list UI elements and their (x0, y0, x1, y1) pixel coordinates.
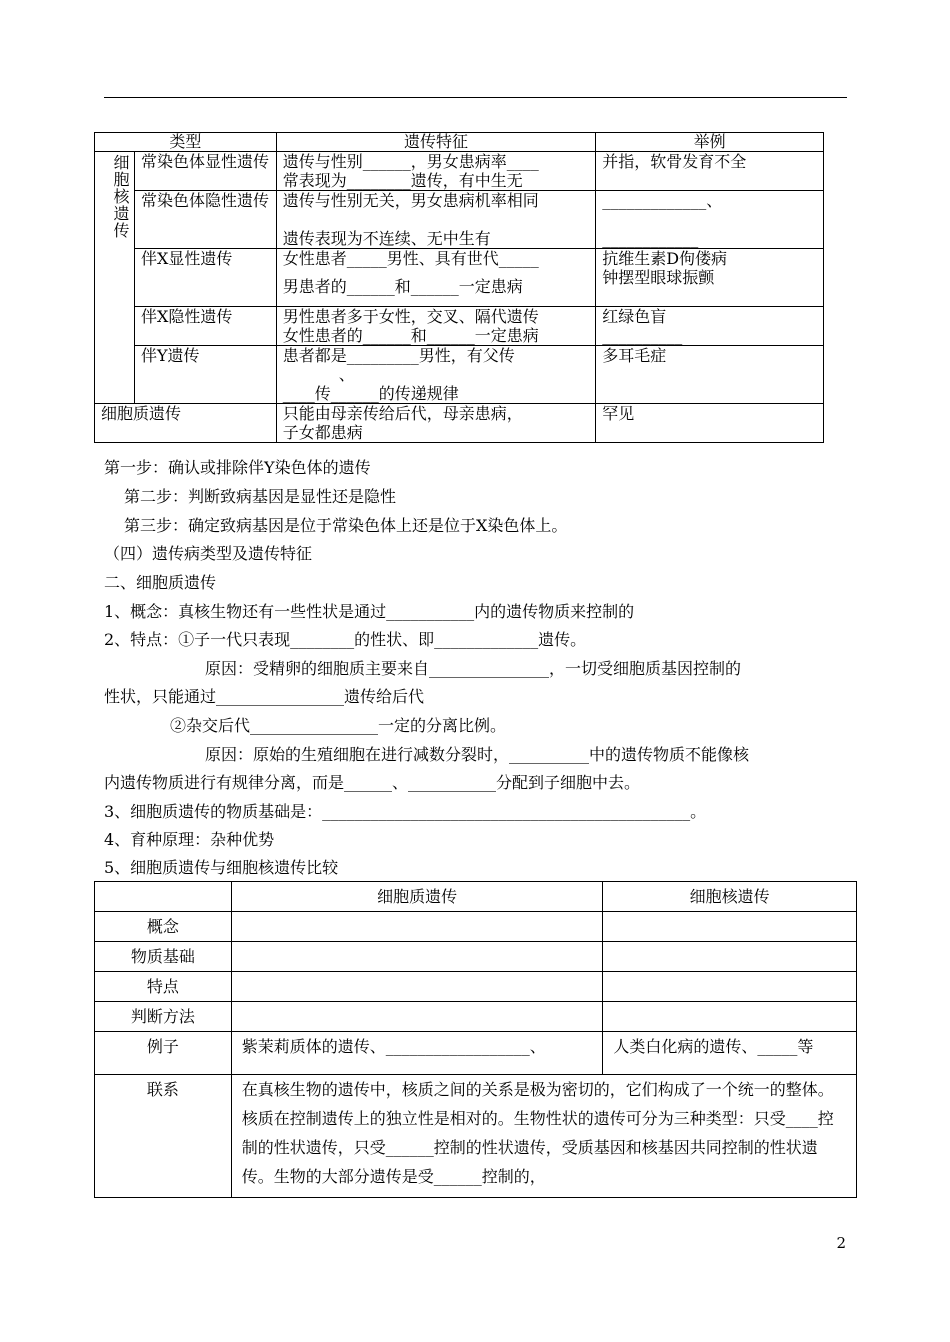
feature-cell: 患者都是_________男性，有父传 、 ____传______的传递规律 (276, 346, 595, 404)
example-cell: 红绿色盲 __________ (596, 307, 824, 346)
table-row (95, 152, 824, 191)
header-nuclear: 细胞核遗传 (603, 882, 857, 912)
table-row (95, 1002, 857, 1032)
type-cell: 伴Y遗传 (134, 346, 276, 404)
text-line: 3、细胞质遗传的物质基础是：______________________________________________。 (104, 802, 707, 821)
header-type: 类型 (95, 133, 277, 152)
row-label: 物质基础 (95, 942, 232, 972)
heredity-type-table (94, 132, 824, 443)
example-cell: 罕见 (596, 404, 824, 443)
feature-cell: 只能由母亲传给后代，母亲患病， 子女都患病 (276, 404, 595, 443)
example-cell: _____________、 ____________ (596, 191, 824, 249)
header-example: 举例 (596, 133, 824, 152)
example-cell: 多耳毛症 (596, 346, 824, 404)
text-line: 第一步：确认或排除伴Y染色体的遗传 (104, 458, 371, 477)
example-cell: 并指，软骨发育不全 (596, 152, 824, 191)
header-feature: 遗传特征 (276, 133, 595, 152)
table-row (95, 912, 857, 942)
table-row (95, 942, 857, 972)
page-number: 2 (836, 1234, 846, 1252)
feature-cell: 遗传与性别无关，男女患病机率相同 遗传表现为不连续、无中生有 (276, 191, 595, 249)
row-label: 例子 (95, 1032, 232, 1075)
feature-cell: 遗传与性别______，男女患病率____ 常表现为________遗传，有中生无 (276, 152, 595, 191)
text-line: （四）遗传病类型及遗传特征 (104, 544, 313, 563)
comparison-table (94, 881, 857, 1198)
type-cell: 常染色体显性遗传 (134, 152, 276, 191)
example-cell: 抗维生素D佝偻病 钟摆型眼球振颤 (596, 249, 824, 307)
relation-text: 在真核生物的遗传中，核质之间的关系是极为密切的，它们构成了一个统一的整体。核质在控制遗传上的独立性是相对的。生物性状的遗传可分为三种类型：只受____控制的性状遗传，只受______控制的性状遗传，受质基因和核基因共同控制的性状遗传。生物的大部分遗传是受______控制的， (231, 1075, 856, 1198)
text-line: 性状，只能通过________________遗传给后代 (104, 687, 425, 706)
text-line: 5、细胞质遗传与细胞核遗传比较 (104, 858, 339, 877)
text-line: 原因：受精卵的细胞质主要来自_______________，一切受细胞质基因控制的 (205, 659, 742, 678)
text-line: 1、概念：真核生物还有一些性状是通过___________内的遗传物质来控制的 (104, 602, 635, 621)
table-header-row (95, 133, 824, 152)
table-row (95, 972, 857, 1002)
feature-cell: 男性患者多于女性，交叉、隔代遗传 女性患者的______和______一定患病 (276, 307, 595, 346)
type-cell: 细胞质遗传 (95, 404, 277, 443)
text-line: 原因：原始的生殖细胞在进行减数分裂时，__________中的遗传物质不能像核 (205, 745, 750, 764)
table-row (95, 1075, 857, 1198)
table-row (95, 346, 824, 404)
type-cell: 伴X隐性遗传 (134, 307, 276, 346)
row-label: 联系 (95, 1075, 232, 1198)
table-row: 例子 紫茉莉质体的遗传、__________________、 人类白化病的遗传、_____等 (95, 1032, 857, 1075)
text-line: 二、细胞质遗传 (104, 573, 217, 592)
text-line: 内遗传物质进行有规律分离，而是______、___________分配到子细胞中去。 (104, 773, 641, 792)
type-cell: 常染色体隐性遗传 (134, 191, 276, 249)
type-cell: 伴X显性遗传 (134, 249, 276, 307)
table-row (95, 249, 824, 307)
text-line: ②杂交后代________________一定的分离比例。 (170, 716, 507, 735)
text-line: 第二步：判断致病基因是显性还是隐性 (124, 487, 397, 506)
text-line: 第三步：确定致病基因是位于常染色体上还是位于X染色体上。 (124, 516, 568, 535)
header-cytoplasmic: 细胞质遗传 (231, 882, 603, 912)
table-header-row (95, 882, 857, 912)
feature-cell: 女性患者_____男性、具有世代_____ 男患者的______和______一定患病 (276, 249, 595, 307)
table-row (95, 191, 824, 249)
group-label: 细胞核遗传 (95, 152, 135, 404)
row-label: 特点 (95, 972, 232, 1002)
table-row (95, 404, 824, 443)
text-line: 4、育种原理：杂种优势 (104, 830, 275, 849)
table-row (95, 307, 824, 346)
text-line: 2、特点：①子一代只表现________的性状、即_____________遗传。 (104, 630, 587, 649)
row-label: 判断方法 (95, 1002, 232, 1032)
header-rule (104, 97, 847, 98)
row-label: 概念 (95, 912, 232, 942)
